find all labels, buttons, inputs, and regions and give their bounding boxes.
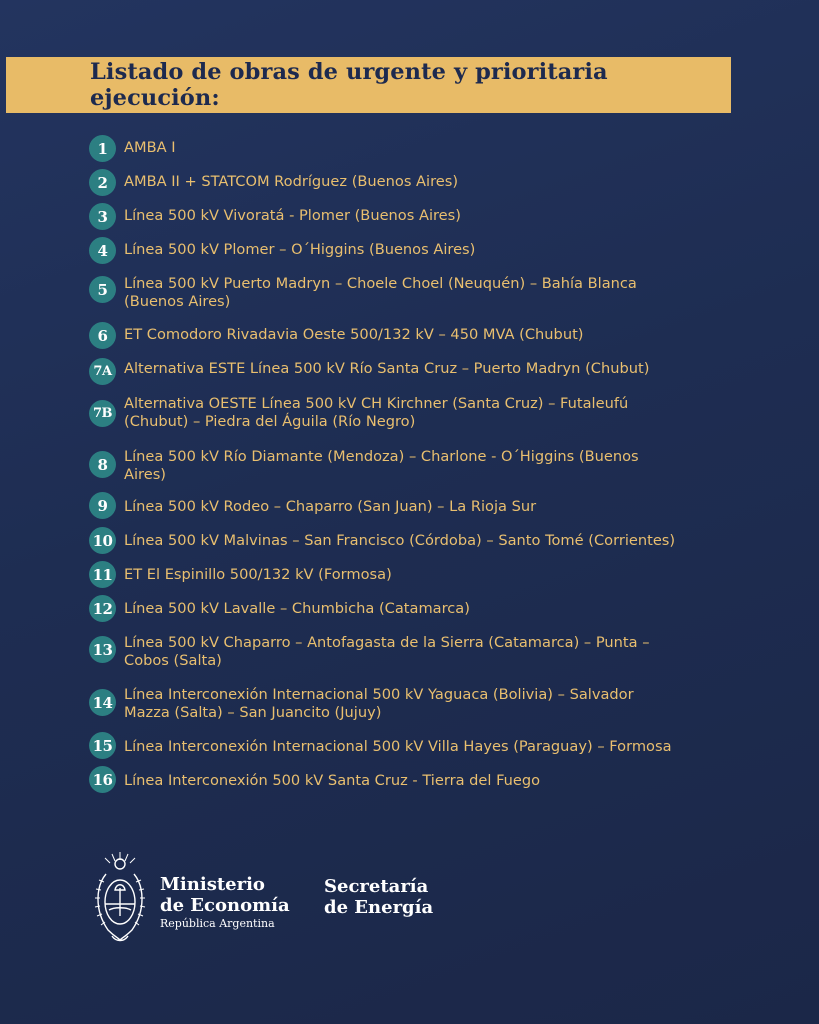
item-text: Línea 500 kV Chaparro – Antofagasta de la Sierra (Catamarca) – Punta – Cobos (Salta) xyxy=(124,634,650,669)
item-text: AMBA II + STATCOM Rodríguez (Buenos Aires) xyxy=(124,173,459,190)
item-text: Línea 500 kV Puerto Madryn – Choele Choel (Neuquén) – Bahía Blanca (Buenos Aires) xyxy=(124,275,637,310)
secretaria-name-line1: Secretaría xyxy=(324,876,429,897)
item-text: Línea Interconexión Internacional 500 kV Villa Hayes (Paraguay) – Formosa xyxy=(124,738,672,755)
secretaria-logo-text xyxy=(324,876,433,918)
item-text: Línea 500 kV Vivoratá - Plomer (Buenos Aires) xyxy=(124,207,461,224)
page-title: Listado de obras de urgente y prioritaria ejecución: xyxy=(90,59,608,111)
item-text: Alternativa ESTE Línea 500 kV Río Santa Cruz – Puerto Madryn (Chubut) xyxy=(124,360,650,377)
item-number-badge: 7A xyxy=(89,358,116,385)
country-name: República Argentina xyxy=(160,917,275,930)
item-text: AMBA I xyxy=(124,139,176,156)
item-number-badge: 15 xyxy=(89,732,116,759)
item-number-badge: 13 xyxy=(89,636,116,663)
ministry-name-line1: Ministerio xyxy=(160,874,265,895)
item-text: Línea Interconexión Internacional 500 kV Yaguaca (Bolivia) – Salvador Mazza (Salta) – San Juancito (Jujuy) xyxy=(124,686,634,721)
item-number-badge: 8 xyxy=(89,451,116,478)
item-text: Línea 500 kV Malvinas – San Francisco (Córdoba) – Santo Tomé (Corrientes) xyxy=(124,532,676,549)
argentina-coat-of-arms-icon xyxy=(92,850,148,946)
item-number-badge: 1 xyxy=(89,135,116,162)
item-number-badge: 10 xyxy=(89,527,116,554)
item-text: ET Comodoro Rivadavia Oeste 500/132 kV – 450 MVA (Chubut) xyxy=(124,326,584,343)
item-number-badge: 14 xyxy=(89,689,116,716)
item-text: Alternativa OESTE Línea 500 kV CH Kirchner (Santa Cruz) – Futaleufú (Chubut) – Piedra del Águila (Río Negro) xyxy=(124,395,629,430)
item-text: ET El Espinillo 500/132 kV (Formosa) xyxy=(124,566,392,583)
item-number-badge: 12 xyxy=(89,595,116,622)
item-number-badge: 4 xyxy=(89,237,116,264)
item-text: Línea 500 kV Plomer – O´Higgins (Buenos Aires) xyxy=(124,241,476,258)
item-text: Línea 500 kV Lavalle – Chumbicha (Catamarca) xyxy=(124,600,470,617)
item-text: Línea Interconexión 500 kV Santa Cruz - Tierra del Fuego xyxy=(124,772,541,789)
item-number-badge: 2 xyxy=(89,169,116,196)
ministry-name-line2: de Economía xyxy=(160,895,290,916)
footer-logos xyxy=(92,850,492,946)
secretaria-name-line2: de Energía xyxy=(324,897,434,918)
item-number-badge: 9 xyxy=(89,492,116,519)
item-number-badge: 5 xyxy=(89,276,116,303)
item-number-badge: 6 xyxy=(89,322,116,349)
ministry-logo-text xyxy=(160,874,290,932)
item-text: Línea 500 kV Río Diamante (Mendoza) – Charlone - O´Higgins (Buenos Aires) xyxy=(124,448,639,483)
title-banner xyxy=(6,57,731,113)
item-number-badge: 16 xyxy=(89,766,116,793)
item-number-badge: 3 xyxy=(89,203,116,230)
item-number-badge: 7B xyxy=(89,400,116,427)
item-number-badge: 11 xyxy=(89,561,116,588)
item-text: Línea 500 kV Rodeo – Chaparro (San Juan) – La Rioja Sur xyxy=(124,498,537,515)
